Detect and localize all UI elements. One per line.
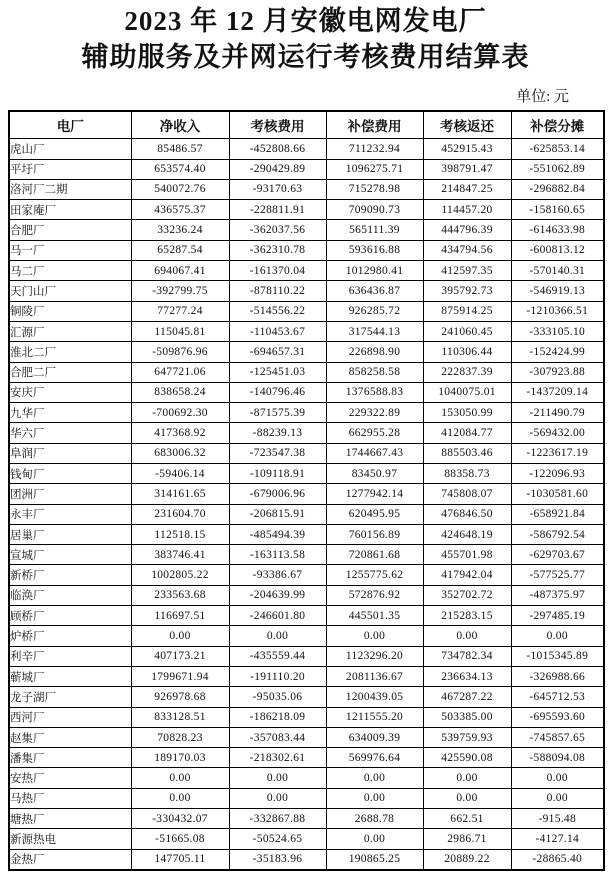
table-row — [9, 565, 604, 585]
value-cell: -614633.98 — [511, 220, 604, 240]
value-cell: 620495.95 — [326, 504, 423, 524]
table-row — [9, 261, 604, 281]
value-cell: -1030581.60 — [511, 484, 604, 504]
table-row — [9, 321, 604, 341]
value-cell: -297485.19 — [511, 606, 604, 626]
header-cell: 电厂 — [9, 111, 131, 139]
plant-name-cell: 塘热厂 — [9, 809, 131, 829]
value-cell: -570140.31 — [511, 261, 604, 281]
value-cell: 647721.06 — [131, 362, 229, 382]
value-cell: 0.00 — [423, 768, 511, 788]
value-cell: -362310.78 — [229, 240, 326, 260]
value-cell: -577525.77 — [511, 565, 604, 585]
value-cell: -1437209.14 — [511, 382, 604, 402]
value-cell: 317544.13 — [326, 321, 423, 341]
value-cell: -228811.91 — [229, 200, 326, 220]
table-row — [9, 240, 604, 260]
value-cell: 858258.58 — [326, 362, 423, 382]
value-cell: 838658.24 — [131, 382, 229, 402]
plant-name-cell: 钱甸厂 — [9, 464, 131, 484]
value-cell: -191110.20 — [229, 666, 326, 686]
value-cell: -551062.89 — [511, 159, 604, 179]
table-row — [9, 464, 604, 484]
plant-name-cell: 新桥厂 — [9, 565, 131, 585]
value-cell: 1002805.22 — [131, 565, 229, 585]
table-row — [9, 646, 604, 666]
value-cell: 1200439.05 — [326, 687, 423, 707]
value-cell: 1096275.71 — [326, 159, 423, 179]
value-cell: 189170.03 — [131, 748, 229, 768]
plant-name-cell: 洛河厂二期 — [9, 179, 131, 199]
value-cell: -723547.38 — [229, 443, 326, 463]
value-cell: -211490.79 — [511, 403, 604, 423]
header-cell: 考核费用 — [229, 111, 326, 139]
plant-name-cell: 九华厂 — [9, 403, 131, 423]
plant-name-cell: 临涣厂 — [9, 585, 131, 605]
table-row — [9, 809, 604, 829]
table-body — [9, 139, 604, 870]
value-cell: 425590.08 — [423, 748, 511, 768]
value-cell: 116697.51 — [131, 606, 229, 626]
table-row — [9, 707, 604, 727]
value-cell: -218302.61 — [229, 748, 326, 768]
plant-name-cell: 马一厂 — [9, 240, 131, 260]
value-cell: 222837.39 — [423, 362, 511, 382]
value-cell: -161370.04 — [229, 261, 326, 281]
value-cell: -745857.65 — [511, 727, 604, 747]
value-cell: 662955.28 — [326, 423, 423, 443]
table-row — [9, 666, 604, 686]
plant-name-cell: 汇源厂 — [9, 321, 131, 341]
plant-name-cell: 利辛厂 — [9, 646, 131, 666]
value-cell: 636436.87 — [326, 281, 423, 301]
plant-name-cell: 赵集厂 — [9, 727, 131, 747]
value-cell: 1799671.94 — [131, 666, 229, 686]
value-cell: -59406.14 — [131, 464, 229, 484]
plant-name-cell: 新源热电 — [9, 829, 131, 849]
value-cell: -333105.10 — [511, 321, 604, 341]
value-cell: 715278.98 — [326, 179, 423, 199]
table-row — [9, 301, 604, 321]
value-cell: 412597.35 — [423, 261, 511, 281]
page-title — [0, 4, 611, 75]
value-cell: -158160.65 — [511, 200, 604, 220]
value-cell: -95035.06 — [229, 687, 326, 707]
value-cell: 1123296.20 — [326, 646, 423, 666]
value-cell: 112518.15 — [131, 524, 229, 544]
plant-name-cell: 居巢厂 — [9, 524, 131, 544]
header-cell: 补偿分摊 — [511, 111, 604, 139]
plant-name-cell: 永丰厂 — [9, 504, 131, 524]
value-cell: -290429.89 — [229, 159, 326, 179]
value-cell: -915.48 — [511, 809, 604, 829]
plant-name-cell: 淮北二厂 — [9, 342, 131, 362]
value-cell: 352702.72 — [423, 585, 511, 605]
value-cell: 0.00 — [326, 829, 423, 849]
value-cell: 0.00 — [131, 788, 229, 808]
table-row — [9, 727, 604, 747]
value-cell: -1015345.89 — [511, 646, 604, 666]
value-cell: 0.00 — [423, 788, 511, 808]
value-cell: 412084.77 — [423, 423, 511, 443]
plant-name-cell: 宣城厂 — [9, 545, 131, 565]
plant-name-cell: 阜润厂 — [9, 443, 131, 463]
value-cell: 424648.19 — [423, 524, 511, 544]
value-cell: 662.51 — [423, 809, 511, 829]
table-row — [9, 443, 604, 463]
value-cell: -307923.88 — [511, 362, 604, 382]
value-cell: 565111.39 — [326, 220, 423, 240]
value-cell: 314161.65 — [131, 484, 229, 504]
value-cell: 2081136.67 — [326, 666, 423, 686]
value-cell: 0.00 — [131, 626, 229, 646]
value-cell: 70828.23 — [131, 727, 229, 747]
value-cell: 539759.93 — [423, 727, 511, 747]
value-cell: 569976.64 — [326, 748, 423, 768]
value-cell: -700692.30 — [131, 403, 229, 423]
plant-name-cell: 金热厂 — [9, 849, 131, 870]
value-cell: 540072.76 — [131, 179, 229, 199]
value-cell: 77277.24 — [131, 301, 229, 321]
value-cell: -586792.54 — [511, 524, 604, 544]
value-cell: -871575.39 — [229, 403, 326, 423]
value-cell: -125451.03 — [229, 362, 326, 382]
plant-name-cell: 西河厂 — [9, 707, 131, 727]
table-row — [9, 768, 604, 788]
value-cell: 110306.44 — [423, 342, 511, 362]
value-cell: -546919.13 — [511, 281, 604, 301]
value-cell: 2688.78 — [326, 809, 423, 829]
header-row — [9, 111, 604, 139]
value-cell: -487375.97 — [511, 585, 604, 605]
value-cell: 1376588.83 — [326, 382, 423, 402]
plant-name-cell: 合肥二厂 — [9, 362, 131, 382]
value-cell: 1012980.41 — [326, 261, 423, 281]
value-cell: -645712.53 — [511, 687, 604, 707]
plant-name-cell: 龙子湖厂 — [9, 687, 131, 707]
value-cell: 0.00 — [326, 626, 423, 646]
value-cell: 476846.50 — [423, 504, 511, 524]
value-cell: 926285.72 — [326, 301, 423, 321]
value-cell: 434794.56 — [423, 240, 511, 260]
value-cell: -588094.08 — [511, 748, 604, 768]
value-cell: 455701.98 — [423, 545, 511, 565]
value-cell: 395792.73 — [423, 281, 511, 301]
value-cell: -109118.91 — [229, 464, 326, 484]
value-cell: -246601.80 — [229, 606, 326, 626]
value-cell: 0.00 — [423, 626, 511, 646]
value-cell: -186218.09 — [229, 707, 326, 727]
table-row — [9, 524, 604, 544]
table-row — [9, 606, 604, 626]
value-cell: 444796.39 — [423, 220, 511, 240]
value-cell: 241060.45 — [423, 321, 511, 341]
table-row — [9, 139, 604, 159]
table-row — [9, 626, 604, 646]
table-row — [9, 159, 604, 179]
value-cell: -93170.63 — [229, 179, 326, 199]
table-row — [9, 484, 604, 504]
value-cell: -362037.56 — [229, 220, 326, 240]
value-cell: 593616.88 — [326, 240, 423, 260]
value-cell: 0.00 — [511, 626, 604, 646]
value-cell: -658921.84 — [511, 504, 604, 524]
value-cell: 709090.73 — [326, 200, 423, 220]
value-cell: 572876.92 — [326, 585, 423, 605]
table-row — [9, 342, 604, 362]
table-row — [9, 788, 604, 808]
table-row — [9, 179, 604, 199]
value-cell: -50524.65 — [229, 829, 326, 849]
value-cell: 115045.81 — [131, 321, 229, 341]
plant-name-cell: 平圩厂 — [9, 159, 131, 179]
page-title-line1: 2023 年 12 月安徽电网发电厂 — [124, 6, 487, 36]
table-row — [9, 200, 604, 220]
value-cell: -163113.58 — [229, 545, 326, 565]
table-row — [9, 281, 604, 301]
plant-name-cell: 安庆厂 — [9, 382, 131, 402]
table-row — [9, 829, 604, 849]
plant-name-cell: 蕲城厂 — [9, 666, 131, 686]
value-cell: -452808.66 — [229, 139, 326, 159]
table-row — [9, 403, 604, 423]
header-cell: 补偿费用 — [326, 111, 423, 139]
value-cell: -514556.22 — [229, 301, 326, 321]
value-cell: -694657.31 — [229, 342, 326, 362]
value-cell: 190865.25 — [326, 849, 423, 870]
value-cell: 0.00 — [326, 768, 423, 788]
value-cell: 407173.21 — [131, 646, 229, 666]
table-row — [9, 545, 604, 565]
value-cell: 0.00 — [229, 768, 326, 788]
value-cell: -600813.12 — [511, 240, 604, 260]
value-cell: 417942.04 — [423, 565, 511, 585]
value-cell: 215283.15 — [423, 606, 511, 626]
value-cell: 875914.25 — [423, 301, 511, 321]
plant-name-cell: 安热厂 — [9, 768, 131, 788]
value-cell: -332867.88 — [229, 809, 326, 829]
value-cell: -122096.93 — [511, 464, 604, 484]
plant-name-cell: 炉桥厂 — [9, 626, 131, 646]
plant-name-cell: 马热厂 — [9, 788, 131, 808]
value-cell: 383746.41 — [131, 545, 229, 565]
value-cell: 85486.57 — [131, 139, 229, 159]
value-cell: -88239.13 — [229, 423, 326, 443]
value-cell: 734782.34 — [423, 646, 511, 666]
value-cell: 226898.90 — [326, 342, 423, 362]
table-row — [9, 585, 604, 605]
value-cell: 33236.24 — [131, 220, 229, 240]
value-cell: 885503.46 — [423, 443, 511, 463]
value-cell: 0.00 — [326, 788, 423, 808]
value-cell: 445501.35 — [326, 606, 423, 626]
value-cell: 0.00 — [229, 788, 326, 808]
value-cell: -326988.66 — [511, 666, 604, 686]
value-cell: 0.00 — [229, 626, 326, 646]
plant-name-cell: 田家庵厂 — [9, 200, 131, 220]
value-cell: 229322.89 — [326, 403, 423, 423]
plant-name-cell: 团洲厂 — [9, 484, 131, 504]
unit-label: 单位: 元 — [516, 89, 569, 106]
value-cell: -4127.14 — [511, 829, 604, 849]
value-cell: 20889.22 — [423, 849, 511, 870]
value-cell: -51665.08 — [131, 829, 229, 849]
value-cell: 926978.68 — [131, 687, 229, 707]
value-cell: -392799.75 — [131, 281, 229, 301]
plant-name-cell: 顾桥厂 — [9, 606, 131, 626]
value-cell: -485494.39 — [229, 524, 326, 544]
page-title-line2: 辅助服务及并网运行考核费用结算表 — [81, 41, 530, 72]
value-cell: -1210366.51 — [511, 301, 604, 321]
table-row — [9, 687, 604, 707]
value-cell: 694067.41 — [131, 261, 229, 281]
value-cell: -509876.96 — [131, 342, 229, 362]
value-cell: -1223617.19 — [511, 443, 604, 463]
value-cell: 417368.92 — [131, 423, 229, 443]
plant-name-cell: 潘集厂 — [9, 748, 131, 768]
value-cell: 398791.47 — [423, 159, 511, 179]
value-cell: 1040075.01 — [423, 382, 511, 402]
value-cell: 1277942.14 — [326, 484, 423, 504]
value-cell: -110453.67 — [229, 321, 326, 341]
value-cell: 1255775.62 — [326, 565, 423, 585]
value-cell: 503385.00 — [423, 707, 511, 727]
value-cell: -679006.96 — [229, 484, 326, 504]
value-cell: -140796.46 — [229, 382, 326, 402]
value-cell: -629703.67 — [511, 545, 604, 565]
value-cell: -152424.99 — [511, 342, 604, 362]
value-cell: 153050.99 — [423, 403, 511, 423]
document-page — [0, 4, 611, 886]
value-cell: -28865.40 — [511, 849, 604, 870]
value-cell: 720861.68 — [326, 545, 423, 565]
value-cell: 634009.39 — [326, 727, 423, 747]
value-cell: 83450.97 — [326, 464, 423, 484]
value-cell: 833128.51 — [131, 707, 229, 727]
table-row — [9, 748, 604, 768]
plant-name-cell: 虎山厂 — [9, 139, 131, 159]
header-cell: 考核返还 — [423, 111, 511, 139]
value-cell: 760156.89 — [326, 524, 423, 544]
value-cell: 88358.73 — [423, 464, 511, 484]
value-cell: 1744667.43 — [326, 443, 423, 463]
value-cell: 214847.25 — [423, 179, 511, 199]
value-cell: -357083.44 — [229, 727, 326, 747]
value-cell: 653574.40 — [131, 159, 229, 179]
value-cell: -695593.60 — [511, 707, 604, 727]
value-cell: 114457.20 — [423, 200, 511, 220]
plant-name-cell: 铜陵厂 — [9, 301, 131, 321]
plant-name-cell: 合肥厂 — [9, 220, 131, 240]
table-header — [9, 111, 604, 139]
value-cell: 231604.70 — [131, 504, 229, 524]
value-cell: 745808.07 — [423, 484, 511, 504]
plant-name-cell: 天门山厂 — [9, 281, 131, 301]
plant-name-cell: 马二厂 — [9, 261, 131, 281]
value-cell: -296882.84 — [511, 179, 604, 199]
value-cell: 236634.13 — [423, 666, 511, 686]
value-cell: 2986.71 — [423, 829, 511, 849]
table-row — [9, 423, 604, 443]
value-cell: 0.00 — [131, 768, 229, 788]
value-cell: 452915.43 — [423, 139, 511, 159]
value-cell: -569432.00 — [511, 423, 604, 443]
value-cell: 0.00 — [511, 788, 604, 808]
value-cell: -93386.67 — [229, 565, 326, 585]
value-cell: -35183.96 — [229, 849, 326, 870]
value-cell: 0.00 — [511, 768, 604, 788]
value-cell: 436575.37 — [131, 200, 229, 220]
value-cell: -206815.91 — [229, 504, 326, 524]
value-cell: 711232.94 — [326, 139, 423, 159]
table-row — [9, 849, 604, 870]
value-cell: 65287.54 — [131, 240, 229, 260]
value-cell: 147705.11 — [131, 849, 229, 870]
value-cell: -204639.99 — [229, 585, 326, 605]
table-row — [9, 362, 604, 382]
settlement-table — [8, 110, 605, 871]
value-cell: -435559.44 — [229, 646, 326, 666]
value-cell: -625853.14 — [511, 139, 604, 159]
value-cell: -330432.07 — [131, 809, 229, 829]
header-cell: 净收入 — [131, 111, 229, 139]
value-cell: 233563.68 — [131, 585, 229, 605]
value-cell: -878110.22 — [229, 281, 326, 301]
value-cell: 683006.32 — [131, 443, 229, 463]
table-row — [9, 382, 604, 402]
table-row — [9, 220, 604, 240]
table-row — [9, 504, 604, 524]
value-cell: 1211555.20 — [326, 707, 423, 727]
plant-name-cell: 华六厂 — [9, 423, 131, 443]
value-cell: 467287.22 — [423, 687, 511, 707]
